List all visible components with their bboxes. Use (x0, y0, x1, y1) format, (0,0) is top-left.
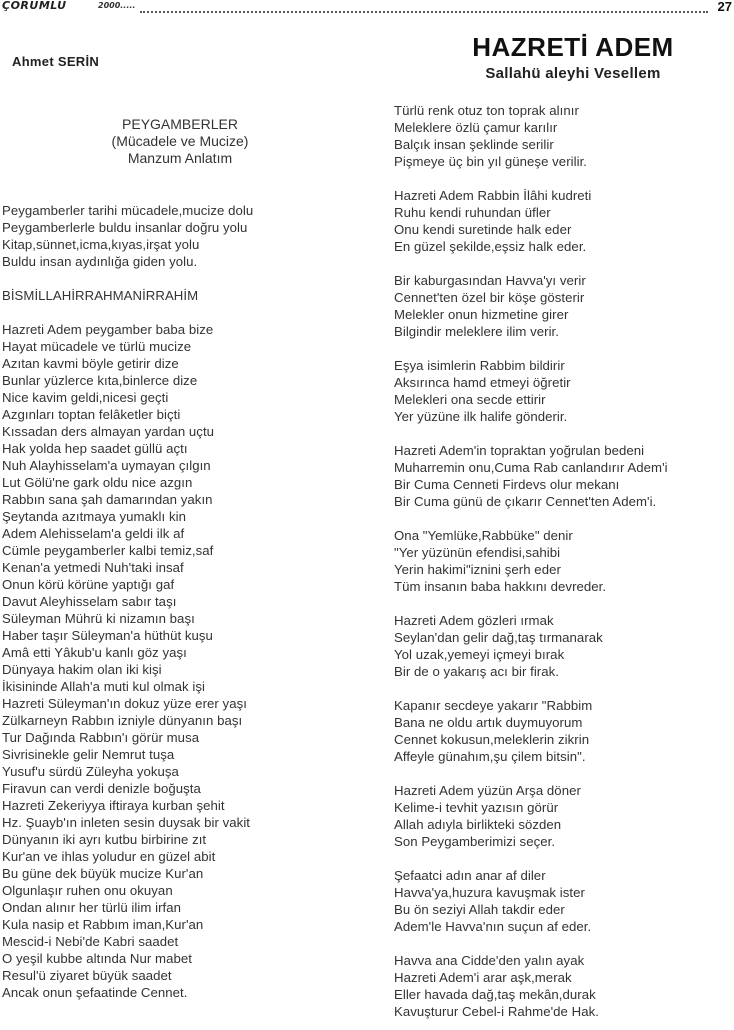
verse-line: Pişmeye üç bin yıl güneşe verilir. (394, 154, 588, 169)
verse-line: Cennet kokusun,meleklerin zikrin (394, 732, 590, 747)
verse-line: Süleyman Mührü ki nizamın başı (2, 611, 195, 626)
verse-line: Bunlar yüzlerce kıta,binlerce dize (2, 373, 198, 388)
verse-line: Aksırınca hamd etmeyi öğretir (394, 375, 571, 390)
stanza (394, 782, 734, 850)
verse-line: Olgunlaşır ruhen onu okuyan (2, 883, 173, 898)
verse-line: Hazreti Adem Rabbin İlâhi kudreti (394, 188, 592, 203)
verse-line: Onun körü körüne yaptığı gaf (2, 577, 175, 592)
stanza-gap (2, 270, 302, 287)
verse-line: Bir Cuma günü de çıkarır Cennet'ten Adem'i. (394, 494, 657, 509)
verse-line: Eller havada dağ,taş mekân,durak (394, 987, 596, 1002)
verse-line: Melekler onun hizmetine girer (394, 307, 569, 322)
verse-line: Hazreti Adem'i arar aşk,merak (394, 970, 572, 985)
stanza (394, 697, 734, 765)
verse-line: Haber taşır Süleyman'a hüthüt kuşu (2, 628, 213, 643)
verse-line: Hz. Şuayb'ın inleten sesin duysak bir vakit (2, 815, 251, 830)
verse-line: Azgınları toptan felâketler biçti (2, 407, 181, 422)
stanza (2, 202, 302, 270)
stanza (394, 952, 734, 1020)
verse-line: İkisininde Allah'a muti kul olmak işi (2, 679, 205, 694)
series-heading (90, 116, 270, 167)
verse-line: Yol uzak,yemeyi içmeyi bırak (394, 647, 565, 662)
verse-line: Amâ etti Yâkub'u kanlı göz yaşı (2, 645, 187, 660)
page-header (0, 0, 734, 16)
verse-line: Kitap,sünnet,icma,kıyas,irşat yolu (2, 237, 200, 252)
verse-line: Bir de o yakarış acı bir firak. (394, 664, 559, 679)
verse-line: Adem Alehisselam'a geldi ilk af (2, 526, 185, 541)
verse-line: Zülkarneyn Rabbın izniyle dünyanın başı (2, 713, 243, 728)
verse-line: Hak yolda hep saadet güllü açtı (2, 441, 188, 456)
header-dotted-rule (140, 11, 708, 13)
verse-line: Bu güne dek büyük mucize Kur'an (2, 866, 204, 881)
verse-line: Bu ön seziyi Allah takdir eder (394, 902, 565, 917)
verse-line: Yerin hakimi"iznini şerh eder (394, 562, 561, 577)
verse-line: Peygamberlerle buldu insanlar doğru yolu (2, 220, 248, 235)
stanza (2, 287, 302, 304)
verse-line: Resul'ü ziyaret büyük saadet (2, 968, 172, 983)
verse-line: O yeşil kubbe altında Nur mabet (2, 951, 192, 966)
verse-line: Yusuf'u sürdü Züleyha yokuşa (2, 764, 179, 779)
poem-title: HAZRETİ ADEM (472, 32, 674, 62)
verse-line: Cennet'ten özel bir köşe gösterir (394, 290, 585, 305)
verse-line: Nuh Alayhisselam'a uymayan çılgın (2, 458, 211, 473)
verse-line: Hazreti Adem yüzün Arşa döner (394, 783, 581, 798)
verse-line: "Yer yüzünün efendisi,sahibi (394, 545, 561, 560)
verse-line: Şeytanda azıtmaya yumaklı kin (2, 509, 186, 524)
stanza (394, 442, 734, 510)
stanza (394, 527, 734, 595)
verse-line: Kavuşturur Cebel-i Rahme'de Hak. (394, 1004, 599, 1019)
stanza (2, 321, 302, 1001)
verse-line: Cümle peygamberler kalbi temiz,saf (2, 543, 214, 558)
stanza-gap (2, 304, 302, 321)
verse-line: Adem'le Havva'nın suçun af eder. (394, 919, 592, 934)
verse-line: Dünyaya hakim olan iki kişi (2, 662, 162, 677)
page-number: 27 (717, 0, 732, 14)
verse-line: Kıssadan ders almayan yardan uçtu (2, 424, 215, 439)
verse-line: Kula nasip et Rabbım iman,Kur'an (2, 917, 204, 932)
verse-line: Son Peygamberimizi seçer. (394, 834, 556, 849)
verse-line: Havva'ya,huzura kavuşmak ister (394, 885, 585, 900)
verse-line: Meleklere özlü çamur karılır (394, 120, 558, 135)
stanza (394, 102, 734, 170)
stanza (394, 272, 734, 340)
verse-line: Bir Cuma Cenneti Firdevs olur mekanı (394, 477, 620, 492)
poem-subtitle: Sallahü aleyhi Vesellem (485, 65, 661, 82)
verse-line: En güzel şekilde,eşsiz halk eder. (394, 239, 587, 254)
stanza (394, 612, 734, 680)
verse-line: Türlü renk otuz ton toprak alınır (394, 103, 579, 118)
verse-line: Bir kaburgasından Havva'yı verir (394, 273, 586, 288)
verse-line: Ona "Yemlüke,Rabbüke" denir (394, 528, 573, 543)
verse-line: Hazreti Adem peygamber baba bize (2, 322, 214, 337)
verse-line: Firavun can verdi denizle boğuşta (2, 781, 201, 796)
stanza (394, 357, 734, 425)
magazine-year: 2000..... (98, 1, 136, 10)
verse-line: Hazreti Adem gözleri ırmak (394, 613, 554, 628)
verse-line: Allah adıyla birlikteki sözden (394, 817, 562, 832)
verse-line: Hazreti Adem'in topraktan yoğrulan bedeni (394, 443, 645, 458)
stanza (394, 187, 734, 255)
verse-line: Ancak onun şefaatinde Cennet. (2, 985, 188, 1000)
verse-line: Affeyle günahım,şu çilem bitsin". (394, 749, 586, 764)
verse-line: Nice kavim geldi,nicesi geçti (2, 390, 169, 405)
verse-line: Onu kendi suretinde halk eder (394, 222, 572, 237)
verse-line: Seylan'dan gelir dağ,taş tırmanarak (394, 630, 603, 645)
series-subtitle: (Mücadele ve Mucize) (111, 133, 249, 149)
verse-line: Tüm insanın baba hakkını devreder. (394, 579, 607, 594)
verse-line: Balçık insan şeklinde serilir (394, 137, 554, 152)
verse-line: Kur'an ve ihlas yoludur en güzel abit (2, 849, 216, 864)
verse-line: Kelime-i tevhit yazısın görür (394, 800, 559, 815)
verse-line: Muharremin onu,Cuma Rab canlandırır Adem'i (394, 460, 668, 475)
verse-line: Hayat mücadele ve türlü mucize (2, 339, 192, 354)
verse-line: Melekleri ona secde ettirir (394, 392, 546, 407)
verse-line: Dünyanın iki ayrı kutbu birbirine zıt (2, 832, 207, 847)
verse-line: Rabbın sana şah damarından yakın (2, 492, 213, 507)
verse-line: Ruhu kendi ruhundan üfler (394, 205, 551, 220)
verse-line: BİSMİLLAHİRRAHMANİRRAHİM (2, 288, 199, 303)
verse-line: Havva ana Cidde'den yalın ayak (394, 953, 585, 968)
verse-line: Lut Gölü'ne gark oldu nice azgın (2, 475, 193, 490)
verse-line: Şefaatci adın anar af diler (394, 868, 546, 883)
stanza (394, 867, 734, 935)
verse-line: Ondan alınır her türlü ilim irfan (2, 900, 182, 915)
verse-line: Tur Dağında Rabbın'ı görür musa (2, 730, 200, 745)
verse-line: Azıtan kavmi böyle getirir dize (2, 356, 179, 371)
author-name: Ahmet SERİN (12, 54, 100, 69)
series-title: PEYGAMBERLER (122, 116, 238, 132)
verse-line: Sivrisinekle gelir Nemrut tuşa (2, 747, 175, 762)
series-genre: Manzum Anlatım (127, 150, 233, 166)
magazine-name: ÇORUMLU (2, 0, 67, 12)
left-poem-column (2, 202, 302, 1001)
verse-line: Eşya isimlerin Rabbim bildirir (394, 358, 565, 373)
verse-line: Buldu insan aydınlığa giden yolu. (2, 254, 198, 269)
verse-line: Mescid-i Nebi'de Kabri saadet (2, 934, 179, 949)
verse-line: Hazreti Süleyman'ın dokuz yüze erer yaşı (2, 696, 247, 711)
verse-line: Kenan'a yetmedi Nuh'taki insaf (2, 560, 184, 575)
verse-line: Kapanır secdeye yakarır "Rabbim (394, 698, 593, 713)
right-poem-column (394, 102, 734, 1020)
verse-line: Yer yüzüne ilk halife gönderir. (394, 409, 568, 424)
verse-line: Davut Aleyhisselam sabır taşı (2, 594, 177, 609)
verse-line: Hazreti Zekeriyya iftiraya kurban şehit (2, 798, 225, 813)
verse-line: Bilgindir meleklere ilim verir. (394, 324, 559, 339)
verse-line: Peygamberler tarihi mücadele,mucize dolu (2, 203, 254, 218)
verse-line: Bana ne oldu artık duymuyorum (394, 715, 583, 730)
